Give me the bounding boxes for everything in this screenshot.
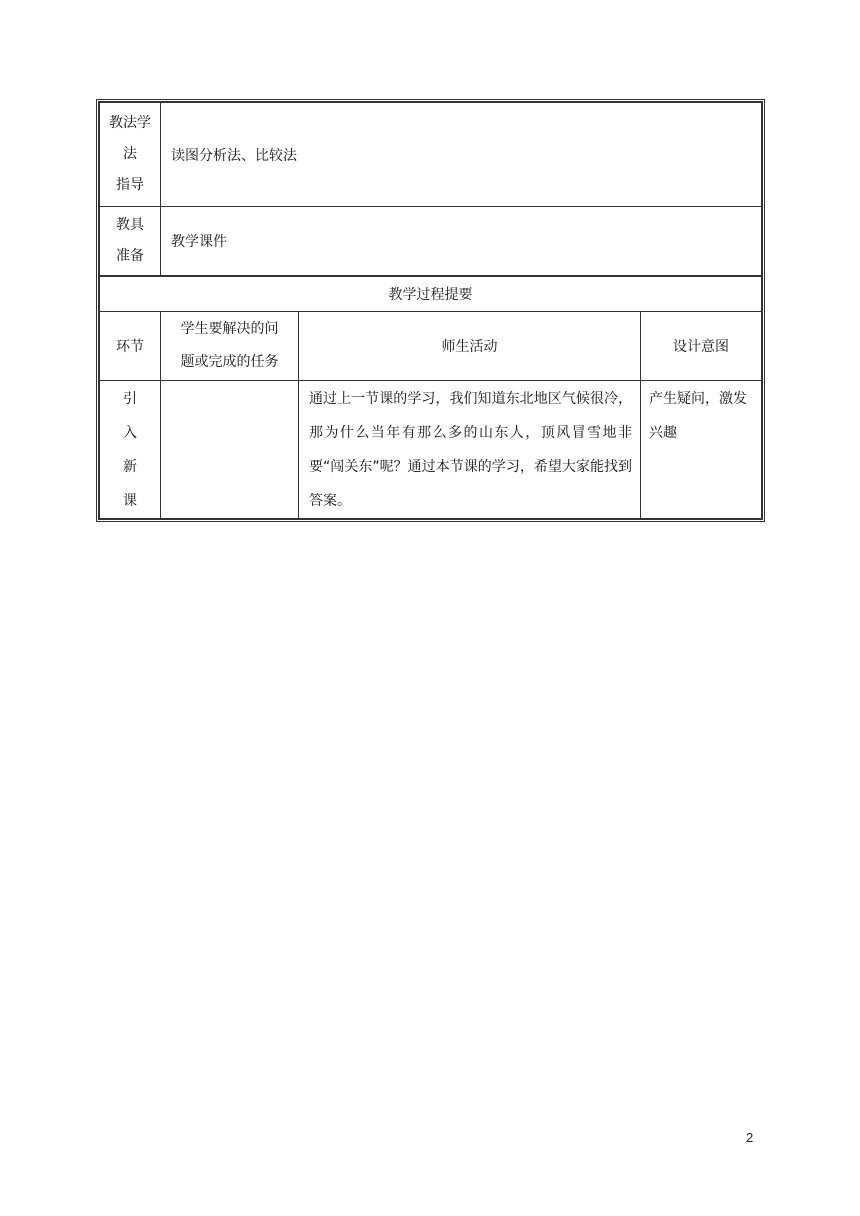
stage-char: 新 <box>123 459 137 475</box>
section-title <box>100 276 761 312</box>
header-stage: 环节 <box>100 312 161 380</box>
header-tasks <box>161 312 299 380</box>
header-row <box>100 312 761 381</box>
stage-char: 入 <box>123 425 137 441</box>
stage-cell <box>100 381 161 518</box>
tools-label-line: 准备 <box>116 248 144 264</box>
header-tasks-line: 学生要解决的问 <box>180 321 279 337</box>
tools-content: 教学课件 <box>171 234 227 250</box>
method-label-line: 法 <box>123 146 137 162</box>
method-row <box>100 103 761 207</box>
tools-label-line: 教具 <box>116 217 144 233</box>
method-label-line: 教法学 <box>109 115 151 131</box>
intent-cell: 产生疑问，激发兴趣 <box>649 391 747 441</box>
stage-char: 引 <box>123 391 137 407</box>
tools-label <box>100 207 161 275</box>
tasks-cell <box>161 381 299 518</box>
header-intent: 设计意图 <box>673 339 729 355</box>
header-tasks-line: 题或完成的任务 <box>180 354 279 370</box>
page-number: 2 <box>746 1130 754 1145</box>
method-label-line: 指导 <box>116 177 144 193</box>
method-content: 读图分析法、比较法 <box>171 147 297 164</box>
lesson-plan-table <box>98 101 763 520</box>
tools-row <box>100 207 761 276</box>
header-activity: 师生活动 <box>299 312 641 380</box>
stage-char: 课 <box>123 493 137 509</box>
section-title-text: 教学过程提要 <box>388 287 473 303</box>
method-label <box>100 103 161 206</box>
activity-cell: 通过上一节课的学习，我们知道东北地区气候很冷，那为什么当年有那么多的山东人，顶风冒雪地非要“闯关东”呢？通过本节课的学习，希望大家能找到答案。 <box>299 381 641 518</box>
table-row <box>100 381 761 518</box>
